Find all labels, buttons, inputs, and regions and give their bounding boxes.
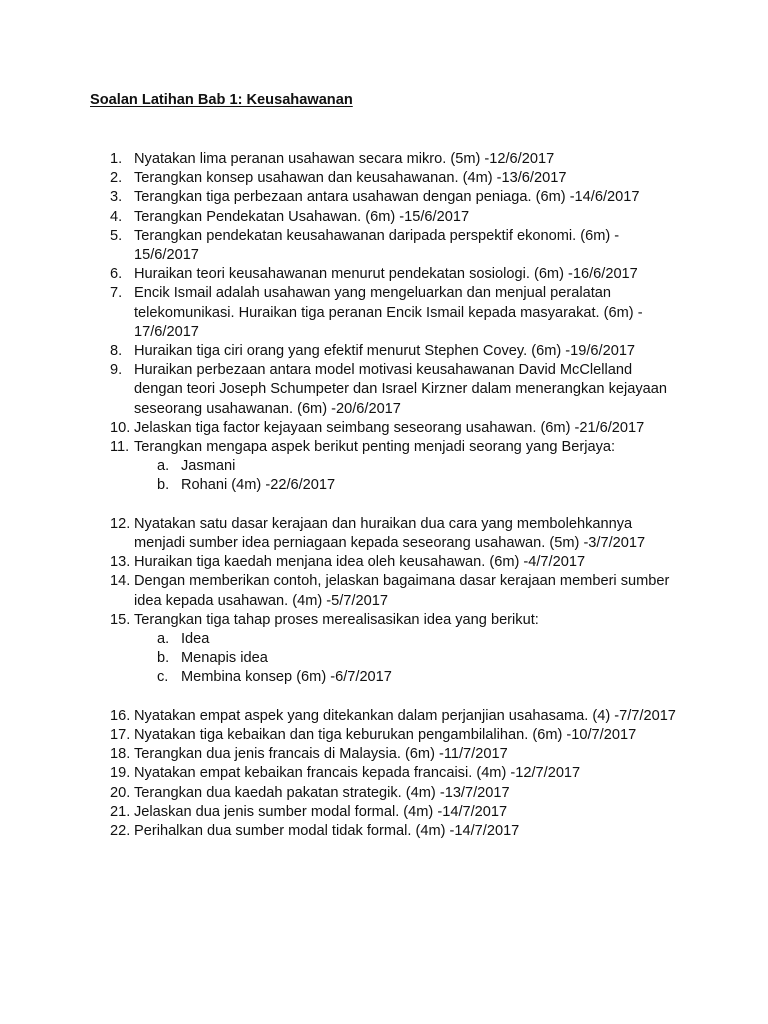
question-text: Nyatakan lima peranan usahawan secara mikro. (5m) -12/6/2017: [134, 151, 555, 167]
question-13: [90, 553, 680, 572]
question-10: [90, 419, 680, 438]
question-text: Nyatakan empat kebaikan francais kepada francaisi. (4m) -12/7/2017: [134, 765, 581, 782]
question-list: [90, 150, 680, 841]
sub-item-list: [134, 630, 680, 688]
question-4: [90, 208, 680, 227]
question-text: Terangkan tiga perbezaan antara usahawan dengan peniaga. (6m) -14/6/2017: [134, 189, 640, 206]
question-22: [90, 822, 680, 841]
question-number: 18.: [110, 746, 131, 763]
question-number: 5.: [110, 227, 123, 244]
question-number: 4.: [110, 208, 123, 225]
question-text: Huraikan tiga ciri orang yang efektif menurut Stephen Covey. (6m) -19/6/2017: [134, 343, 636, 360]
question-number: 9.: [110, 362, 123, 379]
question-5: [90, 227, 680, 265]
question-14: [90, 572, 680, 610]
sub-item: [134, 476, 680, 495]
question-number: 3.: [110, 189, 123, 206]
question-16: [90, 707, 680, 726]
question-9: [90, 361, 680, 419]
question-text: Nyatakan empat aspek yang ditekankan dalam perjanjian usahasama. (4) -7/7/2017: [134, 707, 676, 724]
sub-item: [134, 668, 680, 687]
question-number: 19.: [110, 765, 131, 782]
question-2: [90, 169, 680, 188]
question-number: 7.: [110, 285, 123, 302]
question-text: Nyatakan satu dasar kerajaan dan huraikan dua cara yang membolehkannya menjadi sumber idea perniagaan kepada seseorang usahawan. (5m) -3/7/2017: [134, 515, 646, 552]
question-number: 20.: [110, 784, 131, 801]
question-18: [90, 745, 680, 764]
sub-item-letter: b.: [157, 477, 170, 494]
question-number: 8.: [110, 343, 123, 360]
sub-item-text: Idea: [181, 631, 210, 648]
question-number: 6.: [110, 266, 123, 283]
question-text: Terangkan mengapa aspek berikut penting menjadi seorang yang Berjaya:: [134, 439, 616, 456]
question-text: Terangkan tiga tahap proses merealisasikan idea yang berikut:: [134, 611, 539, 628]
question-text: Terangkan dua kaedah pakatan strategik. (4m) -13/7/2017: [134, 784, 510, 801]
question-text: Jelaskan tiga factor kejayaan seimbang seseorang usahawan. (6m) -21/6/2017: [134, 419, 645, 436]
question-17: [90, 726, 680, 745]
question-12: [90, 515, 680, 553]
question-number: 17.: [110, 727, 131, 744]
question-number: 21.: [110, 803, 131, 820]
question-8: [90, 342, 680, 361]
question-number: 22.: [110, 823, 131, 840]
question-20: [90, 784, 680, 803]
sub-item-text: Jasmani: [181, 458, 236, 475]
question-6: [90, 265, 680, 284]
question-text: Terangkan pendekatan keusahawanan daripada perspektif ekonomi. (6m) - 15/6/2017: [134, 227, 620, 264]
question-number: 12.: [110, 515, 131, 532]
question-text: Encik Ismail adalah usahawan yang mengeluarkan dan menjual peralatan telekomunikasi. Huraikan tiga peranan Encik Ismail kepada masyarakat. (6m) - 17/6/2017: [134, 285, 643, 340]
question-text: Terangkan konsep usahawan dan keusahawanan. (4m) -13/6/2017: [134, 170, 567, 187]
sub-item: [134, 630, 680, 649]
question-11: [90, 438, 680, 496]
question-text: Terangkan dua jenis francais di Malaysia. (6m) -11/7/2017: [134, 746, 508, 763]
question-text: Huraikan perbezaan antara model motivasi keusahawanan David McClelland dengan teori Joseph Schumpeter dan Israel Kirzner dalam menerangkan kejayaan seseorang usahawanan. (6m) -20/6/2017: [134, 362, 667, 417]
sub-item: [134, 457, 680, 476]
question-number: 10.: [110, 419, 131, 436]
question-number: 14.: [110, 573, 131, 590]
question-3: [90, 188, 680, 207]
question-text: Terangkan Pendekatan Usahawan. (6m) -15/6/2017: [134, 208, 470, 225]
question-number: 15.: [110, 611, 131, 628]
question-15: [90, 611, 680, 688]
sub-item-letter: a.: [157, 631, 170, 648]
question-text: Nyatakan tiga kebaikan dan tiga keburukan pengambilalihan. (6m) -10/7/2017: [134, 727, 637, 744]
question-number: 13.: [110, 554, 131, 571]
question-text: Jelaskan dua jenis sumber modal formal. (4m) -14/7/2017: [134, 803, 508, 820]
page-title: Soalan Latihan Bab 1: Keusahawanan: [90, 92, 353, 108]
question-number: 11.: [110, 439, 130, 456]
sub-item-text: Membina konsep (6m) -6/7/2017: [181, 669, 392, 686]
sub-item-letter: b.: [157, 650, 170, 667]
sub-item-letter: a.: [157, 458, 170, 475]
question-number: 2.: [110, 170, 123, 187]
sub-item: [134, 649, 680, 668]
question-7: [90, 284, 680, 342]
question-text: Dengan memberikan contoh, jelaskan bagaimana dasar kerajaan memberi sumber idea kepada usahawan. (4m) -5/7/2017: [134, 573, 670, 609]
sub-item-letter: c.: [157, 669, 169, 686]
question-text: Perihalkan dua sumber modal tidak formal. (4m) -14/7/2017: [134, 823, 520, 840]
question-19: [90, 764, 680, 783]
question-text: Huraikan teori keusahawanan menurut pendekatan sosiologi. (6m) -16/6/2017: [134, 266, 638, 283]
sub-item-text: Rohani (4m) -22/6/2017: [181, 477, 336, 494]
question-number: 16.: [110, 707, 131, 724]
question-text: Huraikan tiga kaedah menjana idea oleh keusahawan. (6m) -4/7/2017: [134, 554, 586, 571]
sub-item-text: Menapis idea: [181, 650, 268, 667]
question-number: 1.: [110, 151, 123, 167]
question-21: [90, 803, 680, 822]
sub-item-list: [134, 457, 680, 495]
question-1: [90, 150, 680, 169]
